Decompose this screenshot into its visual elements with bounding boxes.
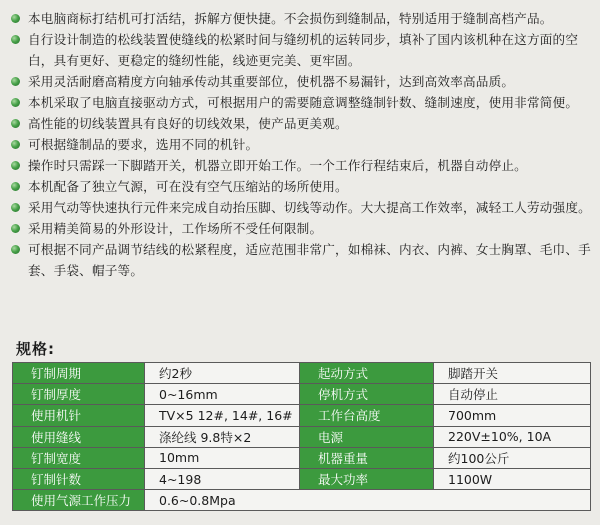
feature-text: 本机采取了电脑直接驱动方式，可根据用户的需要随意调整缝制针数、缝制速度，使用非常简便。	[28, 95, 579, 110]
spec-label: 电源	[300, 426, 434, 447]
feature-text: 本机配备了独立气源，可在没有空气压缩站的场所使用。	[28, 179, 348, 194]
spec-title: 规格:	[16, 340, 55, 358]
bullet-icon	[11, 14, 20, 23]
feature-text: 可根据缝制品的要求，选用不同的机针。	[28, 137, 259, 152]
spec-label: 停机方式	[300, 384, 434, 405]
feature-text: 采用精美简易的外形设计，工作场所不受任何限制。	[28, 221, 323, 236]
spec-label: 钉制厚度	[13, 384, 145, 405]
spec-value: 脚踏开关	[434, 363, 591, 384]
feature-item	[8, 8, 594, 29]
bullet-icon	[11, 119, 20, 128]
spec-row	[13, 384, 591, 405]
bullet-icon	[11, 98, 20, 107]
bullet-icon	[11, 161, 20, 170]
feature-item	[8, 113, 594, 134]
spec-value: 0~16mm	[145, 384, 300, 405]
spec-value: 约2秒	[145, 363, 300, 384]
feature-item	[8, 71, 594, 92]
spec-row	[13, 405, 591, 426]
bullet-icon	[11, 35, 20, 44]
spec-row	[13, 447, 591, 468]
feature-item	[8, 197, 594, 218]
spec-label: 钉制宽度	[13, 447, 145, 468]
spec-value: 220V±10%, 10A	[434, 426, 591, 447]
spec-label: 工作台高度	[300, 405, 434, 426]
feature-text: 可根据不同产品调节结线的松紧程度，适应范围非常广，如棉袜、内衣、内裤、女士胸罩、毛巾、手套、手袋、帽子等。	[28, 242, 591, 278]
spec-label: 使用气源工作压力	[13, 490, 145, 511]
feature-text: 采用气动等快速执行元件来完成自动抬压脚、切线等动作。大大提高工作效率，减轻工人劳动强度。	[28, 200, 591, 215]
spec-row	[13, 363, 591, 384]
feature-item	[8, 218, 594, 239]
bullet-icon	[11, 203, 20, 212]
spec-label: 钉制针数	[13, 468, 145, 489]
feature-text: 采用灵活耐磨高精度方向轴承传动其重要部位，使机器不易漏针，达到高效率高品质。	[28, 74, 515, 89]
spec-table	[12, 362, 591, 511]
feature-item	[8, 29, 594, 71]
feature-text: 高性能的切线装置具有良好的切线效果，使产品更美观。	[28, 116, 348, 131]
feature-item	[8, 134, 594, 155]
bullet-icon	[11, 182, 20, 191]
bullet-icon	[11, 245, 20, 254]
spec-value: 涤纶线 9.8特×2	[145, 426, 300, 447]
spec-label: 起动方式	[300, 363, 434, 384]
bullet-icon	[11, 140, 20, 149]
spec-row	[13, 426, 591, 447]
bullet-icon	[11, 77, 20, 86]
spec-label: 机器重量	[300, 447, 434, 468]
spec-value: 1100W	[434, 468, 591, 489]
spec-value: 4~198	[145, 468, 300, 489]
spec-value: 0.6~0.8Mpa	[145, 490, 591, 511]
feature-item	[8, 92, 594, 113]
spec-row	[13, 468, 591, 489]
feature-text: 自行设计制造的松线装置使缝线的松紧时间与缝纫机的运转同步，填补了国内该机种在这方面的空白，具有更好、更稳定的缝纫性能，线迹更完美、更牢固。	[28, 32, 579, 68]
spec-label: 使用机针	[13, 405, 145, 426]
feature-text: 操作时只需踩一下脚踏开关，机器立即开始工作。一个工作行程结束后，机器自动停止。	[28, 158, 527, 173]
spec-value: TV×5 12#, 14#, 16#	[145, 405, 300, 426]
bullet-icon	[11, 224, 20, 233]
spec-value: 自动停止	[434, 384, 591, 405]
feature-item	[8, 239, 594, 281]
spec-value: 700mm	[434, 405, 591, 426]
feature-list	[8, 8, 594, 281]
spec-row	[13, 490, 591, 511]
spec-label: 钉制周期	[13, 363, 145, 384]
spec-label: 使用缝线	[13, 426, 145, 447]
feature-item	[8, 155, 594, 176]
spec-label: 最大功率	[300, 468, 434, 489]
feature-item	[8, 176, 594, 197]
feature-text: 本电脑商标打结机可打活结，拆解方便快捷。不会损伤到缝制品，特别适用于缝制高档产品。	[28, 11, 553, 26]
spec-value: 10mm	[145, 447, 300, 468]
spec-value: 约100公斤	[434, 447, 591, 468]
